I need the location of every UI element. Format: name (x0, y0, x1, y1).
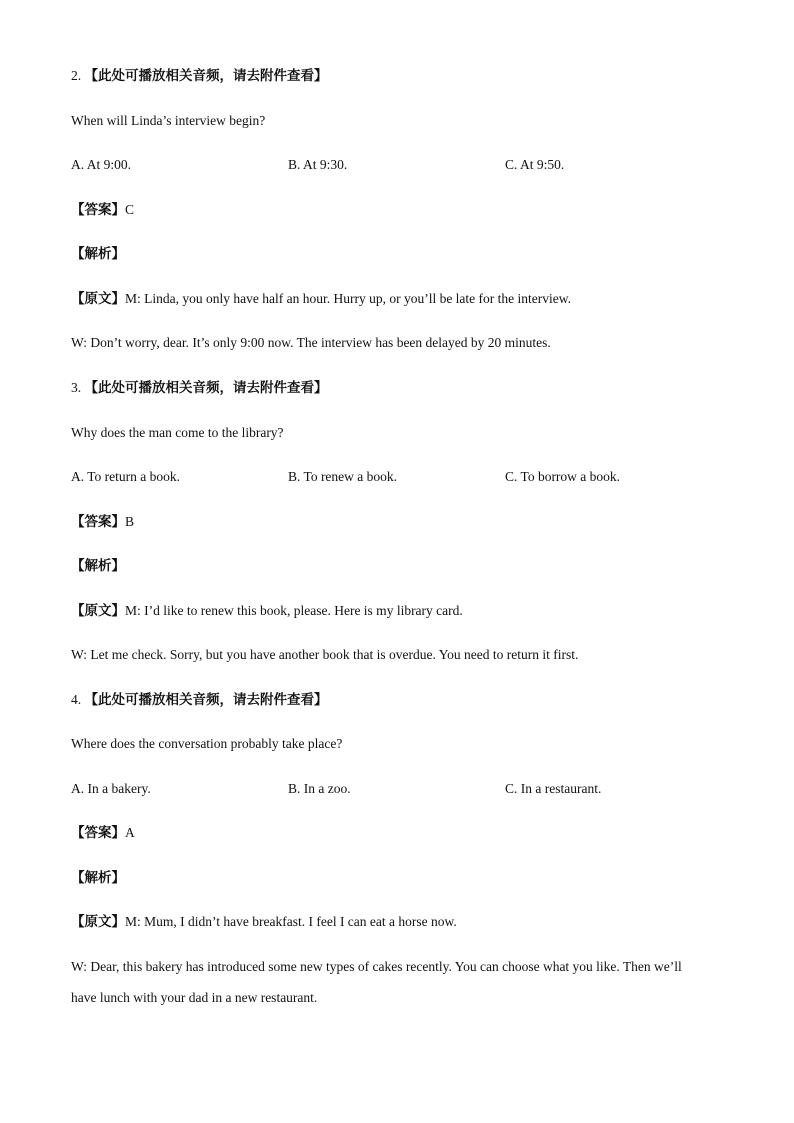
question-4-transcript-3: have lunch with your dad in a new restaurant. (71, 990, 318, 1005)
answer-label: 【答案】 (71, 825, 125, 841)
transcript-line: M: Mum, I didn’t have breakfast. I feel I can eat a horse now. (125, 914, 457, 929)
question-3-header (71, 379, 328, 397)
question-3-transcript-2: W: Let me check. Sorry, but you have another book that is overdue. You need to return it first. (71, 647, 579, 662)
question-3-text: Why does the man come to the library? (71, 425, 284, 440)
question-4-transcript-1 (71, 913, 457, 931)
question-number: 3. (71, 380, 82, 395)
option-c: C. In a restaurant. (505, 781, 602, 796)
question-4-options (71, 780, 731, 798)
option-c: C. To borrow a book. (505, 469, 621, 484)
question-3-options (71, 468, 731, 486)
option-b: B. To renew a book. (288, 469, 398, 484)
question-4-analysis (71, 869, 125, 887)
analysis-label: 【解析】 (71, 246, 125, 262)
audio-note: 【此处可播放相关音频，请去附件查看】 (84, 68, 328, 84)
question-3-analysis (71, 557, 125, 575)
question-3-transcript-1 (71, 602, 463, 620)
transcript-label: 【原文】 (71, 603, 125, 619)
question-2-transcript-2: W: Don’t worry, dear. It’s only 9:00 now. The interview has been delayed by 20 minutes. (71, 335, 551, 350)
audio-note: 【此处可播放相关音频，请去附件查看】 (84, 692, 328, 708)
question-2-header (71, 67, 328, 85)
option-a: A. In a bakery. (71, 781, 151, 796)
answer-value: B (125, 514, 135, 529)
question-4-transcript-2: W: Dear, this bakery has introduced some new types of cakes recently. You can choose what you like. Then we’ll (71, 959, 682, 974)
option-b: B. In a zoo. (288, 781, 351, 796)
analysis-label: 【解析】 (71, 558, 125, 574)
answer-label: 【答案】 (71, 202, 125, 218)
question-2-text: When will Linda’s interview begin? (71, 113, 266, 128)
transcript-line: M: I’d like to renew this book, please. Here is my library card. (125, 603, 463, 618)
question-3-answer (71, 513, 134, 531)
option-b: B. At 9:30. (288, 157, 348, 172)
analysis-label: 【解析】 (71, 870, 125, 886)
transcript-label: 【原文】 (71, 291, 125, 307)
question-2-options (71, 156, 731, 174)
question-number: 2. (71, 68, 82, 83)
answer-value: A (125, 825, 135, 840)
question-4-header (71, 691, 328, 709)
answer-label: 【答案】 (71, 514, 125, 530)
question-number: 4. (71, 692, 82, 707)
question-2-transcript-1 (71, 290, 571, 308)
question-4-text: Where does the conversation probably take place? (71, 736, 343, 751)
transcript-label: 【原文】 (71, 914, 125, 930)
question-4-answer (71, 824, 135, 842)
answer-value: C (125, 202, 135, 217)
question-2-analysis (71, 245, 125, 263)
option-c: C. At 9:50. (505, 157, 565, 172)
option-a: A. At 9:00. (71, 157, 132, 172)
audio-note: 【此处可播放相关音频，请去附件查看】 (84, 380, 328, 396)
question-2-answer (71, 201, 134, 219)
transcript-line: M: Linda, you only have half an hour. Hurry up, or you’ll be late for the interview. (125, 291, 572, 306)
option-a: A. To return a book. (71, 469, 181, 484)
